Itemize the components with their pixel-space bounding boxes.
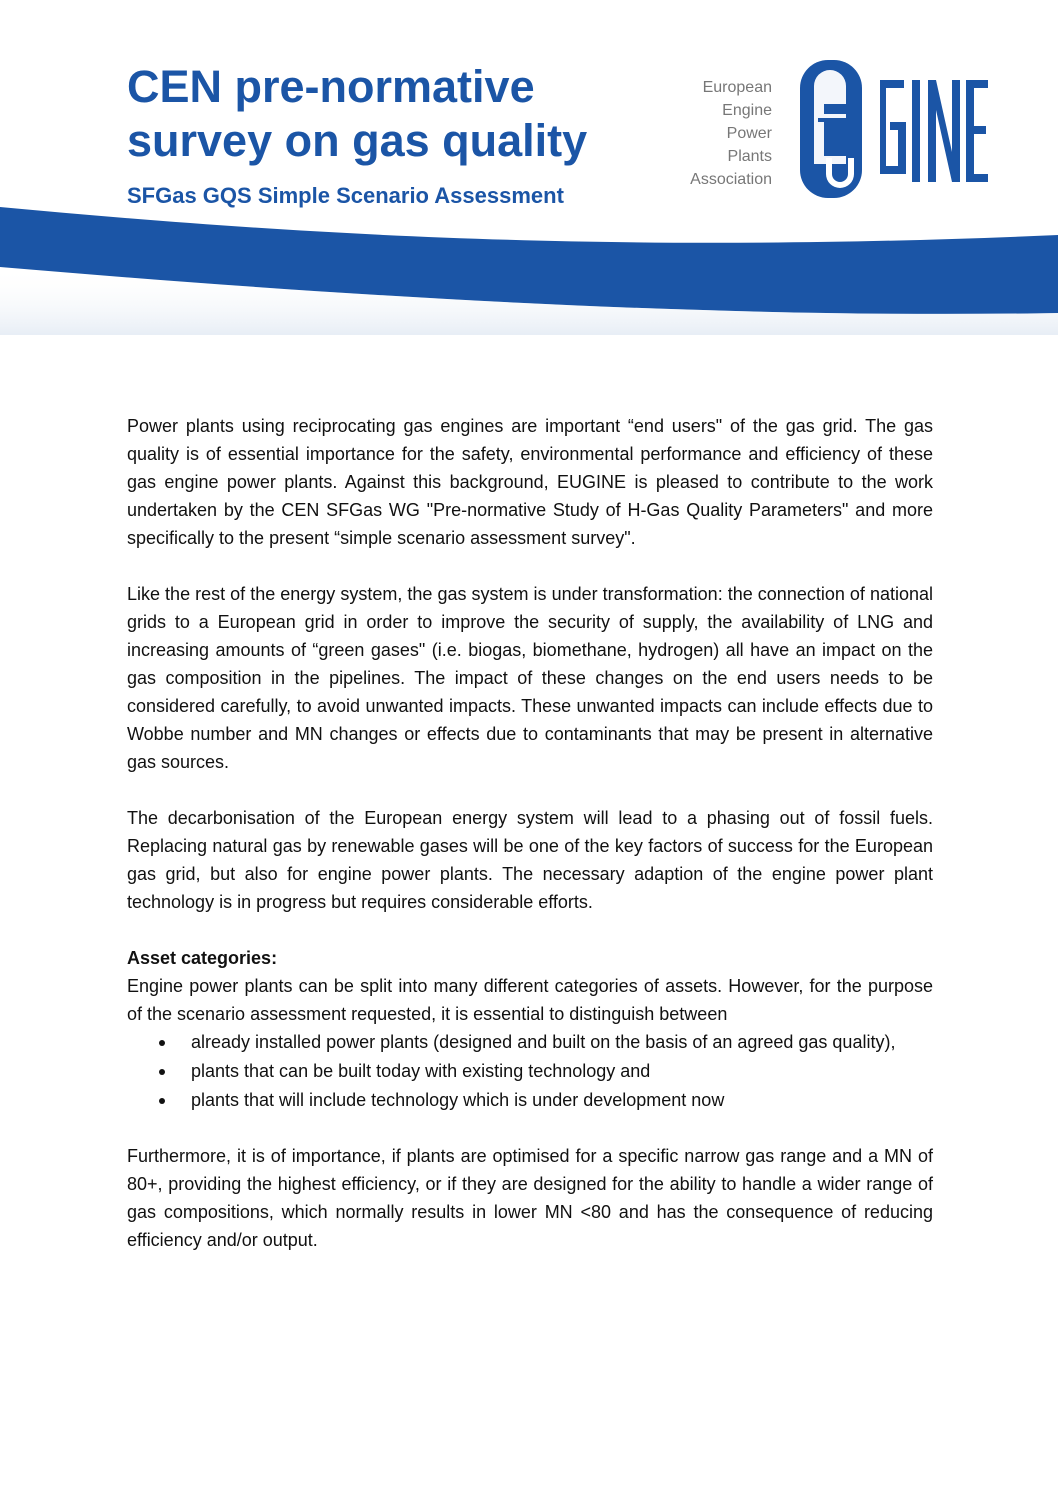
logo-association-name [690,76,772,191]
list-item [127,1086,933,1114]
bullet-icon [159,1040,165,1046]
logo-text-line: Association [690,171,772,188]
asset-categories-heading: Asset categories: [127,948,278,968]
list-item [127,1057,933,1085]
document-body [127,412,933,1282]
list-item [127,1028,933,1056]
bullet-icon [159,1098,165,1104]
eugine-logo [690,58,990,200]
logo-text-line: Power [726,125,772,142]
body-paragraph: Furthermore, it is of importance, if plants are optimised for a specific narrow gas range and a MN of 80+, providing the highest efficiency, or if they are designed for the ability to handle a wider range of gas compositions, which normally results in lower MN <80 and has the consequence of reducing efficiency and/or output. [127,1146,933,1250]
logo-text-line: Engine [722,102,772,119]
list-item-text: plants that can be built today with existing technology and [191,1061,651,1081]
eugine-wordmark-icon [796,58,990,200]
list-item-text: already installed power plants (designed and built on the basis of an agreed gas quality), [191,1032,896,1052]
list-item-text: plants that will include technology which is under development now [191,1090,725,1110]
bullet-icon [159,1069,165,1075]
document-subtitle: SFGas GQS Simple Scenario Assessment [127,183,564,208]
logo-text-line: Plants [727,148,772,165]
header-wave-band [0,195,1058,335]
document-title [127,60,687,168]
title-line-1: CEN pre-normative [127,61,535,112]
body-paragraph: Power plants using reciprocating gas engines are important “end users" of the gas grid. The gas quality is of essential importance for the safety, environmental performance and efficiency of these gas engine power plants. Against this background, EUGINE is pleased to contribute to the work undertaken by the CEN SFGas WG "Pre-normative Study of H-Gas Quality Parameters" and more specifically to the present “simple scenario assessment survey". [127,416,933,548]
title-line-2: survey on gas quality [127,115,588,166]
body-paragraph: The decarbonisation of the European energy system will lead to a phasing out of fossil fuels. Replacing natural gas by renewable gases will be one of the key factors of success for the European gas grid, but also for engine power plants. The necessary adaption of the engine power plant technology is in progress but requires considerable efforts. [127,808,933,912]
body-paragraph: Like the rest of the energy system, the gas system is under transformation: the connection of national grids to a European grid in order to improve the security of supply, the availability of LNG and increasing amounts of “green gases" (i.e. biogas, biomethane, hydrogen) all have an impact on the gas composition in the pipelines. The impact of these changes on the end users needs to be considered carefully, to avoid unwanted impacts. These unwanted impacts can include effects due to Wobbe number and MN changes or effects due to contaminants that may be present in alternative gas sources. [127,584,933,772]
logo-text-line: European [702,79,772,96]
asset-categories-intro: Engine power plants can be split into many different categories of assets. However, for the purpose of the scenario assessment requested, it is essential to distinguish between [127,976,933,1024]
asset-categories-list [127,1028,933,1114]
